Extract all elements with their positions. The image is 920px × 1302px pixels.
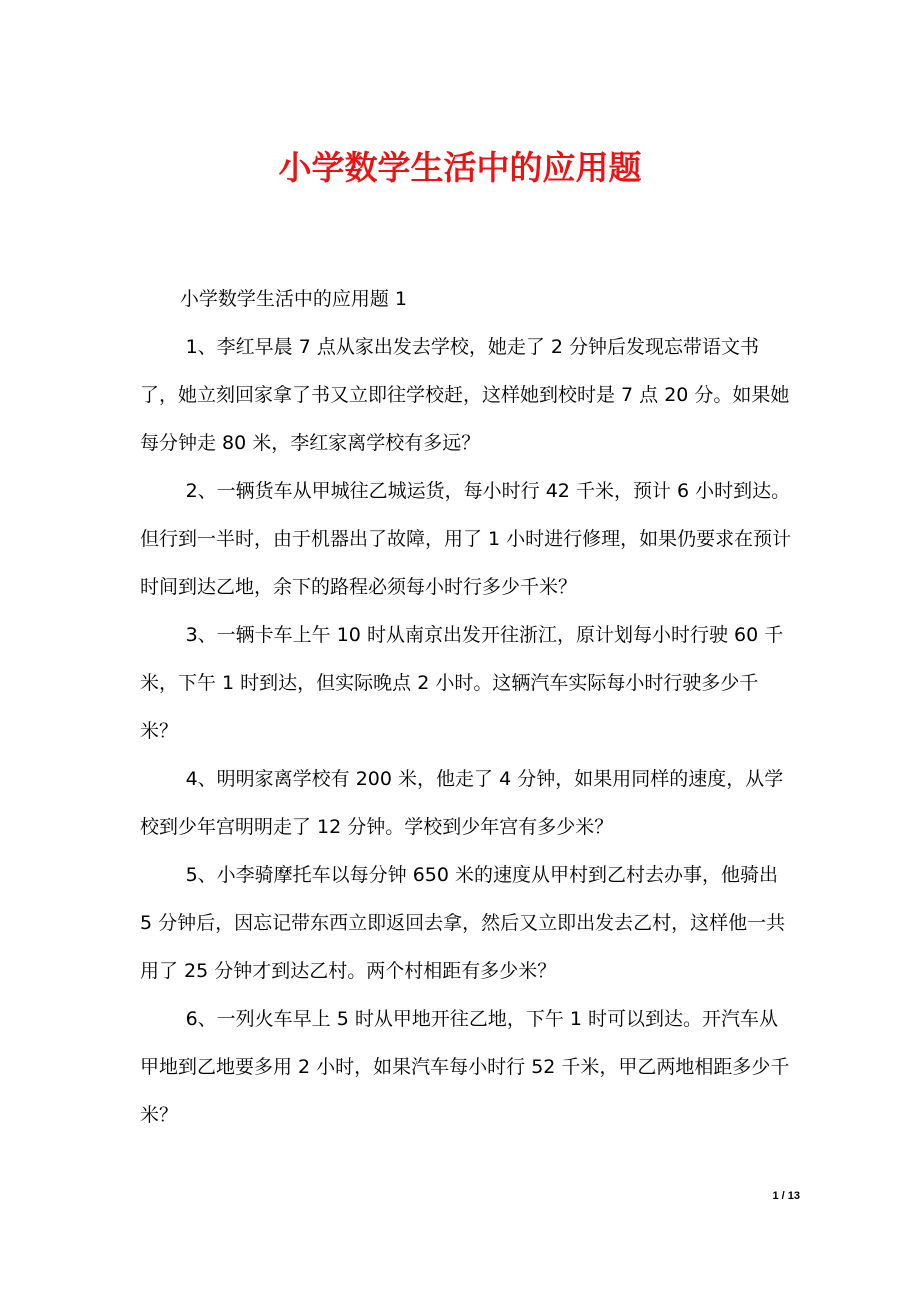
problem-4: 4、明明家离学校有 200 米，他走了 4 分钟，如果用同样的速度，从学校到少年宫明明走了 12 分钟。学校到少年宫有多少米？ [140,768,784,838]
problem-6: 6、一列火车早上 5 时从甲地开往乙地，下午 1 时可以到达。开汽车从甲地到乙地要多用 2 小时，如果汽车每小时行 52 千米，甲乙两地相距多少千米？ [140,1008,790,1126]
page-indicator: 1 / 13 [772,1190,800,1202]
section-heading: 小学数学生活中的应用题 1 [179,288,408,310]
document-title: 小学数学生活中的应用题 [278,148,642,187]
problem-3: 3、一辆卡车上午 10 时从南京出发开往浙江，原计划每小时行驶 60 千米，下午 1 时到达，但实际晚点 2 小时。这辆汽车实际每小时行驶多少千米？ [140,624,784,742]
problem-2: 2、一辆货车从甲城往乙城运货，每小时行 42 千米，预计 6 小时到达。但行到一半时，由于机器出了故障，用了 1 小时进行修理，如果仍要求在预计时间到达乙地，余下的路程必须每小时行多少千米？ [140,480,792,598]
problem-5: 5、小李骑摩托车以每分钟 650 米的速度从甲村到乙村去办事，他骑出 5 分钟后，因忘记带东西立即返回去拿，然后又立即出发去乙村，这样他一共用了 25 分钟才到达乙村。两个村相距有多少米？ [140,864,786,982]
document-body [140,275,792,1139]
problem-1: 1、李红早晨 7 点从家出发去学校，她走了 2 分钟后发现忘带语文书了，她立刻回家拿了书又立即往学校赶，这样她到校时是 7 点 20 分。如果她每分钟走 80 米，李红家离学校有多远？ [140,336,790,454]
